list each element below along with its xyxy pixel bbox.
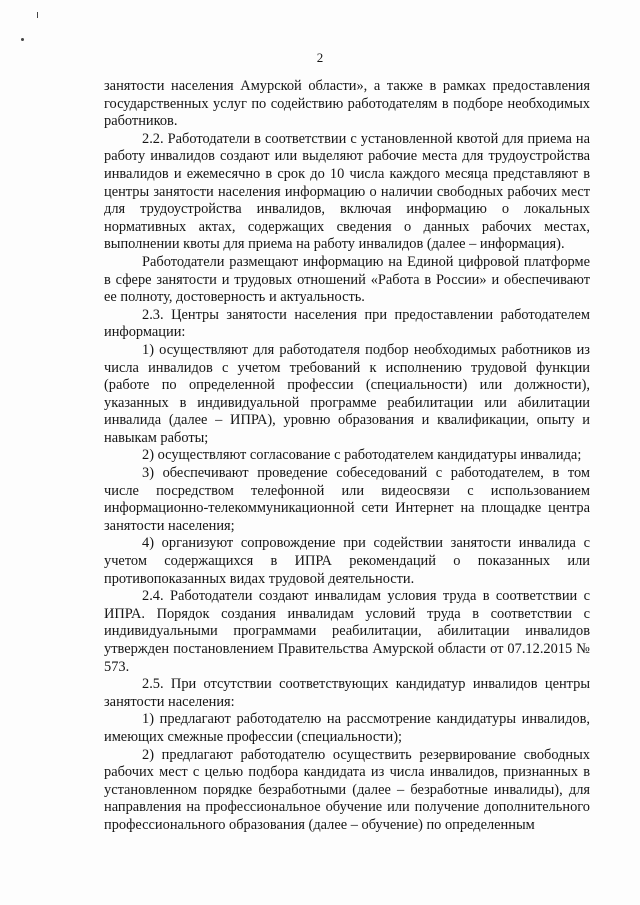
paragraph: Работодатели размещают информацию на Единой цифровой платформе в сфере занятости и трудовых отношений «Работа в России» и обеспечивают ее полноту, достоверность и актуальность. bbox=[104, 253, 590, 306]
paragraph: 2) осуществляют согласование с работодателем кандидатуры инвалида; bbox=[142, 447, 582, 464]
paragraph: 2.3. Центры занятости населения при предоставлении работодателем информации: bbox=[104, 306, 590, 341]
paragraph: 1) предлагают работодателю на рассмотрение кандидатуры инвалидов, имеющих смежные профессии (специальности); bbox=[104, 711, 590, 745]
document-body bbox=[104, 78, 590, 835]
paragraph: 1) осуществляют для работодателя подбор необходимых работников из числа инвалидов с учетом требований к исполнению трудовой функции (работе по определенной профессии (специальности) или должности), указанных в индивидуальной программе реабилитации или абилитации инвалида (далее – ИПРА), уровню образования и квалификации, опыту и навыкам работы; bbox=[104, 341, 590, 446]
scan-speck bbox=[21, 38, 24, 41]
paragraph: 4) организуют сопровождение при содействии занятости инвалида с учетом содержащихся в ИПРА рекомендаций о показанных или противопоказанных видах трудовой деятельности. bbox=[104, 535, 590, 587]
paragraph: 2.2. Работодатели в соответствии с установленной квотой для приема на работу инвалидов создают или выделяют рабочие места для трудоустройства инвалидов и ежемесячно в срок до 10 числа каждого месяца представляют в центры занятости населения информацию о наличии свободных рабочих мест для трудоустройства инвалидов, включая информацию о локальных нормативных актах, содержащих сведения о данных рабочих местах, выполнении квоты для приема на работу инвалидов (далее – информация). bbox=[104, 130, 590, 253]
paragraph: 2.4. Работодатели создают инвалидам условия труда в соответствии с ИПРА. Порядок создания инвалидам условий труда в соответствии с индивидуальными программами реабилитации, абилитации инвалидов утвержден постановлением Правительства Амурской области от 07.12.2015 № 573. bbox=[104, 588, 590, 675]
scan-speck bbox=[37, 12, 38, 18]
page-number: 2 bbox=[316, 50, 324, 65]
paragraph: 2.5. При отсутствии соответствующих кандидатур инвалидов центры занятости населения: bbox=[104, 676, 590, 710]
paragraph: 3) обеспечивают проведение собеседований с работодателем, в том числе посредством телефонной или видеосвязи с использованием информационно-телекоммуникационной сети Интернет на площадке центра занятости населения; bbox=[104, 465, 590, 534]
paragraph: занятости населения Амурской области», а также в рамках предоставления государственных услуг по содействию работодателям в подборе необходимых работников. bbox=[104, 78, 590, 130]
paragraph: 2) предлагают работодателю осуществить резервирование свободных рабочих мест с целью подбора кандидата из числа инвалидов, признанных в установленном порядке безработными (далее – безработные инвалиды), для направления на профессиональное обучение или получение дополнительного профессионального образования (далее – обучение) по определенным bbox=[104, 746, 590, 833]
